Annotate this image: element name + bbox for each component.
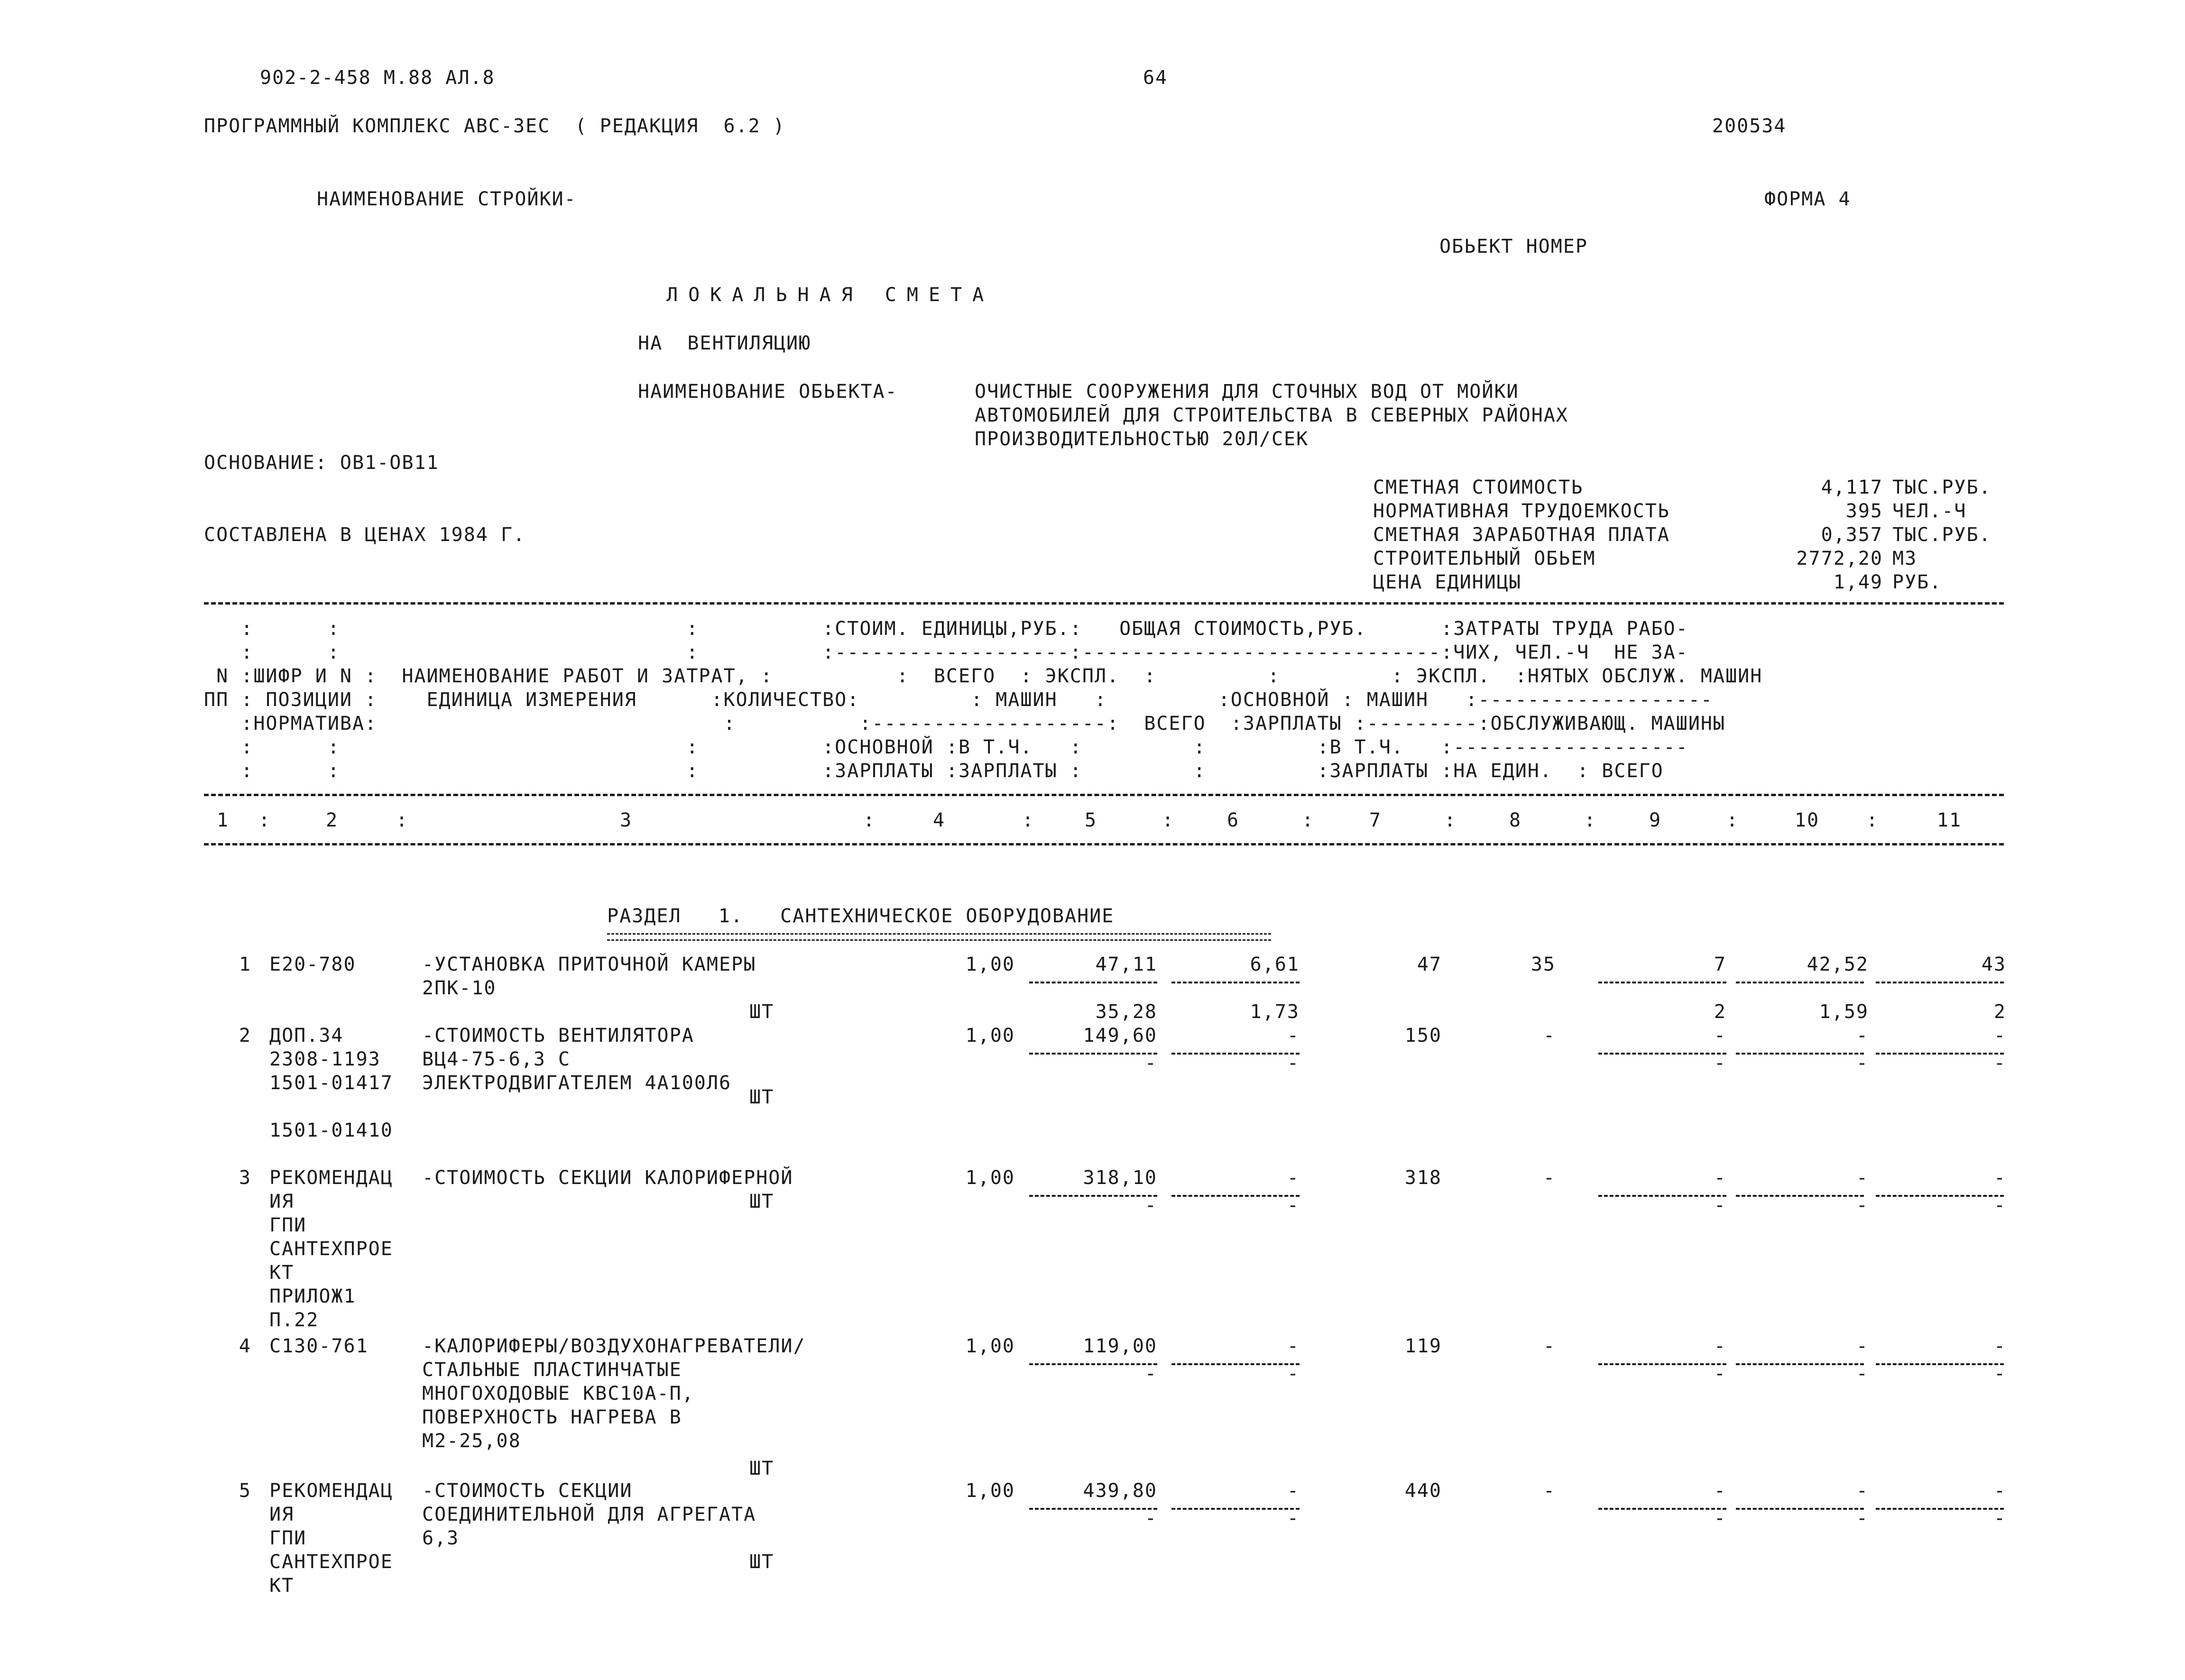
construction-name-label: НАИМЕНОВАНИЕ СТРОЙКИ-	[317, 188, 577, 210]
row-unit-wage: -	[1144, 1052, 1157, 1074]
table-header-line: : : : :ОСНОВНОЙ :В Т.Ч. : : :В Т.Ч. :-------------------	[204, 736, 1688, 758]
column-number: 2	[325, 809, 339, 831]
row-quantity: 1,00	[965, 954, 1015, 975]
row-wage: -	[1543, 1335, 1556, 1357]
program-name: ПРОГРАММНЫЙ КОМПЛЕКС АВС-3ЕС ( РЕДАКЦИЯ 6.2 )	[204, 115, 785, 137]
cell-separator	[1598, 982, 1726, 983]
header-bottom-rule	[204, 794, 2004, 796]
summary-value: 1,49	[1833, 571, 1883, 593]
row-labor-unit-service: -	[1856, 1507, 1869, 1529]
row-code: П.22	[269, 1309, 319, 1331]
row-unit: ШТ	[749, 1458, 774, 1479]
document-subtitle: НА ВЕНТИЛЯЦИЮ	[638, 332, 811, 354]
object-number-label: ОБЬЕКТ НОМЕР	[1439, 236, 1588, 257]
row-machine-wage: -	[1714, 1363, 1726, 1385]
row-unit-total: 47,11	[1095, 954, 1157, 975]
table-header-line: N :ШИФР И N : НАИМЕНОВАНИЕ РАБОТ И ЗАТРАТ, : : ВСЕГО : ЭКСПЛ. : : : ЭКСПЛ. :НЯТЫХ ОБСЛУЖ. МАШИН	[204, 665, 1763, 687]
summary-value: 0,357	[1821, 524, 1883, 546]
document-code: 902-2-458 М.88 АЛ.8	[260, 67, 495, 89]
row-code: ДОП.34	[269, 1025, 344, 1047]
row-code: САНТЕХПРОЕ	[269, 1551, 393, 1573]
row-labor-total-service: 2	[1993, 1001, 2006, 1023]
row-unit-machines: -	[1287, 1335, 1300, 1357]
row-name: -СТОИМОСТЬ СЕКЦИИ КАЛОРИФЕРНОЙ	[422, 1167, 793, 1189]
section-title: РАЗДЕЛ 1. САНТЕХНИЧЕСКОЕ ОБОРУДОВАНИЕ	[607, 905, 1115, 927]
table-top-rule	[204, 602, 2004, 605]
row-code: 1501-01417	[269, 1072, 393, 1094]
summary-label: СТРОИТЕЛЬНЫЙ ОБЬЕМ	[1373, 548, 1596, 569]
summary-unit: М3	[1892, 548, 1918, 569]
row-name: -КАЛОРИФЕРЫ/ВОЗДУХОНАГРЕВАТЕЛИ/	[422, 1335, 806, 1357]
row-total: 318	[1404, 1167, 1442, 1189]
row-code: КТ	[269, 1575, 295, 1597]
table-header-line: ПП : ПОЗИЦИИ : ЕДИНИЦА ИЗМЕРЕНИЯ :КОЛИЧЕСТВО: : МАШИН : :ОСНОВНОЙ : МАШИН :-------------------	[204, 689, 1714, 711]
row-code: 1501-01410	[269, 1120, 393, 1141]
row-name: ВЦ4-75-6,3 С	[422, 1048, 571, 1070]
row-code: ИЯ	[269, 1504, 295, 1525]
row-unit-wage: 35,28	[1095, 1001, 1157, 1023]
summary-label: ЦЕНА ЕДИНИЦЫ	[1373, 571, 1521, 593]
row-labor-unit: -	[1856, 1480, 1869, 1502]
row-unit-machines: -	[1287, 1480, 1300, 1502]
row-unit-machines: -	[1287, 1025, 1300, 1047]
prices-line: СОСТАВЛЕНА В ЦЕНАХ 1984 Г.	[204, 524, 526, 546]
row-quantity: 1,00	[965, 1335, 1015, 1357]
summary-value: 2772,20	[1796, 548, 1883, 569]
row-number: 4	[239, 1335, 251, 1357]
row-wage: 35	[1530, 954, 1556, 975]
row-name: -СТОИМОСТЬ ВЕНТИЛЯТОРА	[422, 1025, 694, 1047]
row-quantity: 1,00	[965, 1480, 1015, 1502]
object-name-line: АВТОМОБИЛЕЙ ДЛЯ СТРОИТЕЛЬСТВА В СЕВЕРНЫХ РАЙОНАХ	[975, 404, 1568, 426]
row-machine-wage: -	[1714, 1507, 1726, 1529]
row-unit-machines: 6,61	[1250, 954, 1300, 975]
column-number: 8	[1509, 809, 1522, 831]
row-code: ПРИЛОЖ1	[269, 1285, 356, 1307]
row-number: 5	[239, 1480, 251, 1502]
table-header-line: : : : :ЗАРПЛАТЫ :ЗАРПЛАТЫ : : :ЗАРПЛАТЫ :НА ЕДИН. : ВСЕГО	[204, 760, 1664, 782]
row-unit-wage: -	[1144, 1363, 1157, 1385]
row-code: РЕКОМЕНДАЦ	[269, 1167, 393, 1189]
column-number: 3	[619, 809, 633, 831]
estimate-page: 902-2-458 М.88 АЛ.8 64 ПРОГРАММНЫЙ КОМПЛЕКС АВС-3ЕС ( РЕДАКЦИЯ 6.2 ) 200534 НАИМЕНОВАНИЕ СТРОЙКИ- ФОРМА 4 ОБЬЕКТ НОМЕР ЛОКАЛЬНАЯ СМЕТА НА ВЕНТИЛЯЦИЮ НАИМЕНОВАНИЕ ОБЬЕКТА- ОЧИСТНЫЕ СООРУЖЕНИЯ ДЛЯ СТОЧНЫХ ВОД ОТ МОЙКИ АВТОМОБИЛЕЙ ДЛЯ СТРОИТЕЛЬСТВА В СЕВЕРНЫХ РАЙОНАХ ПРОИЗВОДИТЕЛЬНОСТЬЮ 20Л/СЕК ОСНОВАНИЕ: ОВ1-ОВ11 СОСТАВЛЕНА В ЦЕНАХ 1984 Г. СМЕТНАЯ СТОИМОСТЬ 4,117 ТЫС.РУБ. НОРМАТИВНАЯ ТРУДОЕМКОСТЬ 395 ЧЕЛ.-Ч СМЕТНАЯ ЗАРАБОТНАЯ ПЛАТА 0,357 ТЫС.РУБ. СТРОИТЕЛЬНЫЙ ОБЬЕМ 2772,20 М3 ЦЕНА ЕДИНИЦЫ 1,49 РУБ. : : : :СТОИМ. ЕДИНИЦЫ,РУБ.: ОБЩАЯ СТОИМОСТЬ,РУБ. :ЗАТРАТЫ ТРУДА РАБО- : : : :-------------------:-----------------------------:ЧИХ, ЧЕЛ.-Ч НЕ ЗА- N :ШИФР И N : НАИМЕНОВАНИЕ РАБОТ И ЗАТРАТ, : : ВСЕГО : ЭКСПЛ. : : : ЭКСПЛ. :НЯТЫХ ОБСЛУЖ. МАШИН ПП : ПОЗИЦИИ : ЕДИНИЦА ИЗМЕРЕНИЯ :КОЛИЧЕСТВО: : МАШИН : :ОСНОВНОЙ : МАШИН :------------------- :НОРМАТИВА: : :-------------------: ВСЕГО :ЗАРПЛАТЫ :---------:ОБСЛУЖИВАЮЩ. МАШИНЫ : : : :ОСНОВНОЙ :В Т.Ч. : : :В Т.Ч. :------------------- : : : :ЗАРПЛАТЫ :ЗАРПЛАТЫ : : :ЗАРПЛАТЫ :НА ЕДИН. : ВСЕГО 1 2 3 4 5 6 7 8 9 10 11 : : : : : : : : : : РАЗДЕЛ 1. САНТЕХНИЧЕСКОЕ ОБОРУДОВАНИЕ 1 Е20-780 -УСТАНОВКА ПРИТОЧНОЙ КАМЕРЫ 2ПК-10 ШТ 1,00 47,11 6,61 47 35 7 42,52 43 35,28 1,73 2 1,59 2 2 ДОП.34 2308-1193 1501-01417 1501-01410 -СТОИМОСТЬ ВЕНТИЛЯТОРА ВЦ4-75-6,3 С ЭЛЕКТРОДВИГАТЕЛЕМ 4А100Л6 ШТ 1,00 149,60 - 150 - - - - - - - - - 3 РЕКОМЕНДАЦ ИЯ ГПИ САНТЕХПРОЕ КТ ПРИЛОЖ1 П.22 -СТОИМОСТЬ СЕКЦИИ КАЛОРИФЕРНОЙ ШТ 1,00 318,10 - 318 - - - - - - - - - 4 С130-761 -КАЛОРИФЕРЫ/ВОЗДУХОНАГРЕВАТЕЛИ/ СТАЛЬНЫЕ ПЛАСТИНЧАТЫЕ МНОГОХОДОВЫЕ КВС10А-П, ПОВЕРХНОСТЬ НАГРЕВА В М2-25,08 ШТ 1,00 119,00 - 119 - - - - - - - - - 5 РЕКОМЕНДАЦ ИЯ ГПИ САНТЕХПРОЕ КТ -СТОИМОСТЬ СЕКЦИИ СОЕДИНИТЕЛЬНОЙ ДЛЯ АГРЕГАТА 6,3 ШТ 1,00 439,80 - 440 - - - - - - - - -	[204, 67, 2006, 1597]
row-code: 2308-1193	[269, 1048, 381, 1070]
row-unit-wage: -	[1144, 1507, 1157, 1529]
cell-separator	[1029, 982, 1157, 983]
row-labor-total: -	[1993, 1480, 2006, 1502]
column-number: 10	[1794, 809, 1820, 831]
row-labor-unit-service: -	[1856, 1052, 1869, 1074]
summary-value: 395	[1845, 500, 1883, 522]
row-code: КТ	[269, 1262, 295, 1284]
row-unit-machines: -	[1287, 1167, 1300, 1189]
summary-value: 4,117	[1821, 477, 1883, 498]
column-number: 6	[1226, 809, 1240, 831]
row-labor-unit: 42,52	[1807, 954, 1869, 975]
row-labor-unit: -	[1856, 1025, 1869, 1047]
row-unit-total: 149,60	[1083, 1025, 1157, 1047]
row-name: М2-25,08	[422, 1430, 521, 1452]
row-name: 6,3	[422, 1527, 460, 1549]
row-machine-wage: -	[1714, 1052, 1726, 1074]
column-number: 7	[1369, 809, 1382, 831]
row-labor-unit-service: -	[1856, 1363, 1869, 1385]
table-header-line: : : : :-------------------:-----------------------------:ЧИХ, ЧЕЛ.-Ч НЕ ЗА-	[204, 642, 1688, 663]
row-unit-total: 439,80	[1083, 1480, 1157, 1502]
row-unit: ШТ	[749, 1191, 774, 1212]
object-name-line: ПРОИЗВОДИТЕЛЬНОСТЬЮ 20Л/СЕК	[975, 428, 1309, 450]
row-name: -УСТАНОВКА ПРИТОЧНОЙ КАМЕРЫ	[422, 954, 756, 975]
summary-label: СМЕТНАЯ ЗАРАБОТНАЯ ПЛАТА	[1373, 524, 1670, 546]
section-underline	[607, 933, 1271, 941]
form-label: ФОРМА 4	[1764, 188, 1851, 210]
row-unit-machine-wage: -	[1287, 1194, 1300, 1216]
row-labor-total-service: -	[1993, 1194, 2006, 1216]
summary-label: НОРМАТИВНАЯ ТРУДОЕМКОСТЬ	[1373, 500, 1670, 522]
row-labor-unit: -	[1856, 1167, 1869, 1189]
row-quantity: 1,00	[965, 1025, 1015, 1047]
row-labor-total: -	[1993, 1167, 2006, 1189]
row-unit-machine-wage: -	[1287, 1052, 1300, 1074]
row-machine-wage: -	[1714, 1194, 1726, 1216]
row-code: ГПИ	[269, 1527, 307, 1549]
row-number: 2	[239, 1025, 251, 1047]
column-number: 11	[1936, 809, 1962, 831]
row-labor-total-service: -	[1993, 1507, 2006, 1529]
row-machine-wage: 2	[1714, 1001, 1726, 1023]
row-unit-total: 119,00	[1083, 1335, 1157, 1357]
cell-separator	[1876, 982, 2004, 983]
column-numbers-rule	[204, 843, 2004, 845]
row-unit: ШТ	[749, 1001, 774, 1023]
row-name: ПОВЕРХНОСТЬ НАГРЕВА В	[422, 1406, 682, 1428]
cell-separator	[1171, 982, 1300, 983]
row-total: 440	[1404, 1480, 1442, 1502]
table-header-line: :НОРМАТИВА: : :-------------------: ВСЕГО :ЗАРПЛАТЫ :---------:ОБСЛУЖИВАЮЩ. МАШИНЫ	[204, 713, 1726, 734]
object-name-label: НАИМЕНОВАНИЕ ОБЬЕКТА-	[638, 381, 898, 403]
row-unit: ШТ	[749, 1551, 774, 1573]
row-code: Е20-780	[269, 954, 356, 975]
row-wage: -	[1543, 1480, 1556, 1502]
summary-unit: ТЫС.РУБ.	[1892, 477, 1991, 498]
summary-unit: ЧЕЛ.-Ч	[1892, 500, 1967, 522]
row-name: СОЕДИНИТЕЛЬНОЙ ДЛЯ АГРЕГАТА	[422, 1504, 756, 1525]
row-machines: -	[1714, 1335, 1726, 1357]
summary-unit: ТЫС.РУБ.	[1892, 524, 1991, 546]
row-number: 3	[239, 1167, 251, 1189]
row-labor-unit-service: 1,59	[1819, 1001, 1869, 1023]
summary-label: СМЕТНАЯ СТОИМОСТЬ	[1373, 477, 1584, 498]
row-unit-machine-wage: -	[1287, 1507, 1300, 1529]
row-name: -СТОИМОСТЬ СЕКЦИИ	[422, 1480, 633, 1502]
row-name: 2ПК-10	[422, 977, 497, 999]
basis-line: ОСНОВАНИЕ: ОВ1-ОВ11	[204, 452, 439, 474]
row-labor-total-service: -	[1993, 1363, 2006, 1385]
row-unit-machine-wage: 1,73	[1250, 1001, 1300, 1023]
row-name: МНОГОХОДОВЫЕ КВС10А-П,	[422, 1383, 694, 1405]
row-code: РЕКОМЕНДАЦ	[269, 1480, 393, 1502]
row-labor-unit-service: -	[1856, 1194, 1869, 1216]
column-number: 9	[1649, 809, 1662, 831]
column-number: 4	[932, 809, 946, 831]
column-number: 1	[216, 809, 230, 831]
column-number: 5	[1084, 809, 1097, 831]
row-quantity: 1,00	[965, 1167, 1015, 1189]
row-total: 150	[1404, 1025, 1442, 1047]
row-code: САНТЕХПРОЕ	[269, 1238, 393, 1260]
row-wage: -	[1543, 1025, 1556, 1047]
row-labor-total: -	[1993, 1025, 2006, 1047]
row-total: 47	[1417, 954, 1442, 975]
row-total: 119	[1404, 1335, 1442, 1357]
document-title: ЛОКАЛЬНАЯ СМЕТА	[666, 284, 995, 306]
row-code: С130-761	[269, 1335, 369, 1357]
row-machines: -	[1714, 1480, 1726, 1502]
row-unit-machine-wage: -	[1287, 1363, 1300, 1385]
row-name: ЭЛЕКТРОДВИГАТЕЛЕМ 4А100Л6	[422, 1072, 732, 1094]
row-labor-unit: -	[1856, 1335, 1869, 1357]
page-number: 64	[1143, 67, 1168, 89]
row-machines: 7	[1714, 954, 1726, 975]
document-number: 200534	[1712, 115, 1787, 137]
row-code: ГПИ	[269, 1214, 307, 1236]
row-unit-total: 318,10	[1083, 1167, 1157, 1189]
table-header-line: : : : :СТОИМ. ЕДИНИЦЫ,РУБ.: ОБЩАЯ СТОИМОСТЬ,РУБ. :ЗАТРАТЫ ТРУДА РАБО-	[204, 618, 1688, 640]
row-machines: -	[1714, 1167, 1726, 1189]
row-name: СТАЛЬНЫЕ ПЛАСТИНЧАТЫЕ	[422, 1359, 682, 1381]
row-code: ИЯ	[269, 1191, 295, 1212]
row-number: 1	[239, 954, 251, 975]
row-machines: -	[1714, 1025, 1726, 1047]
row-labor-total: 43	[1981, 954, 2006, 975]
row-unit-wage: -	[1144, 1194, 1157, 1216]
row-labor-total-service: -	[1993, 1052, 2006, 1074]
row-unit: ШТ	[749, 1086, 774, 1108]
object-name-line: ОЧИСТНЫЕ СООРУЖЕНИЯ ДЛЯ СТОЧНЫХ ВОД ОТ МОЙКИ	[975, 381, 1519, 403]
row-wage: -	[1543, 1167, 1556, 1189]
summary-unit: РУБ.	[1892, 571, 1942, 593]
cell-separator	[1736, 982, 1864, 983]
row-labor-total: -	[1993, 1335, 2006, 1357]
